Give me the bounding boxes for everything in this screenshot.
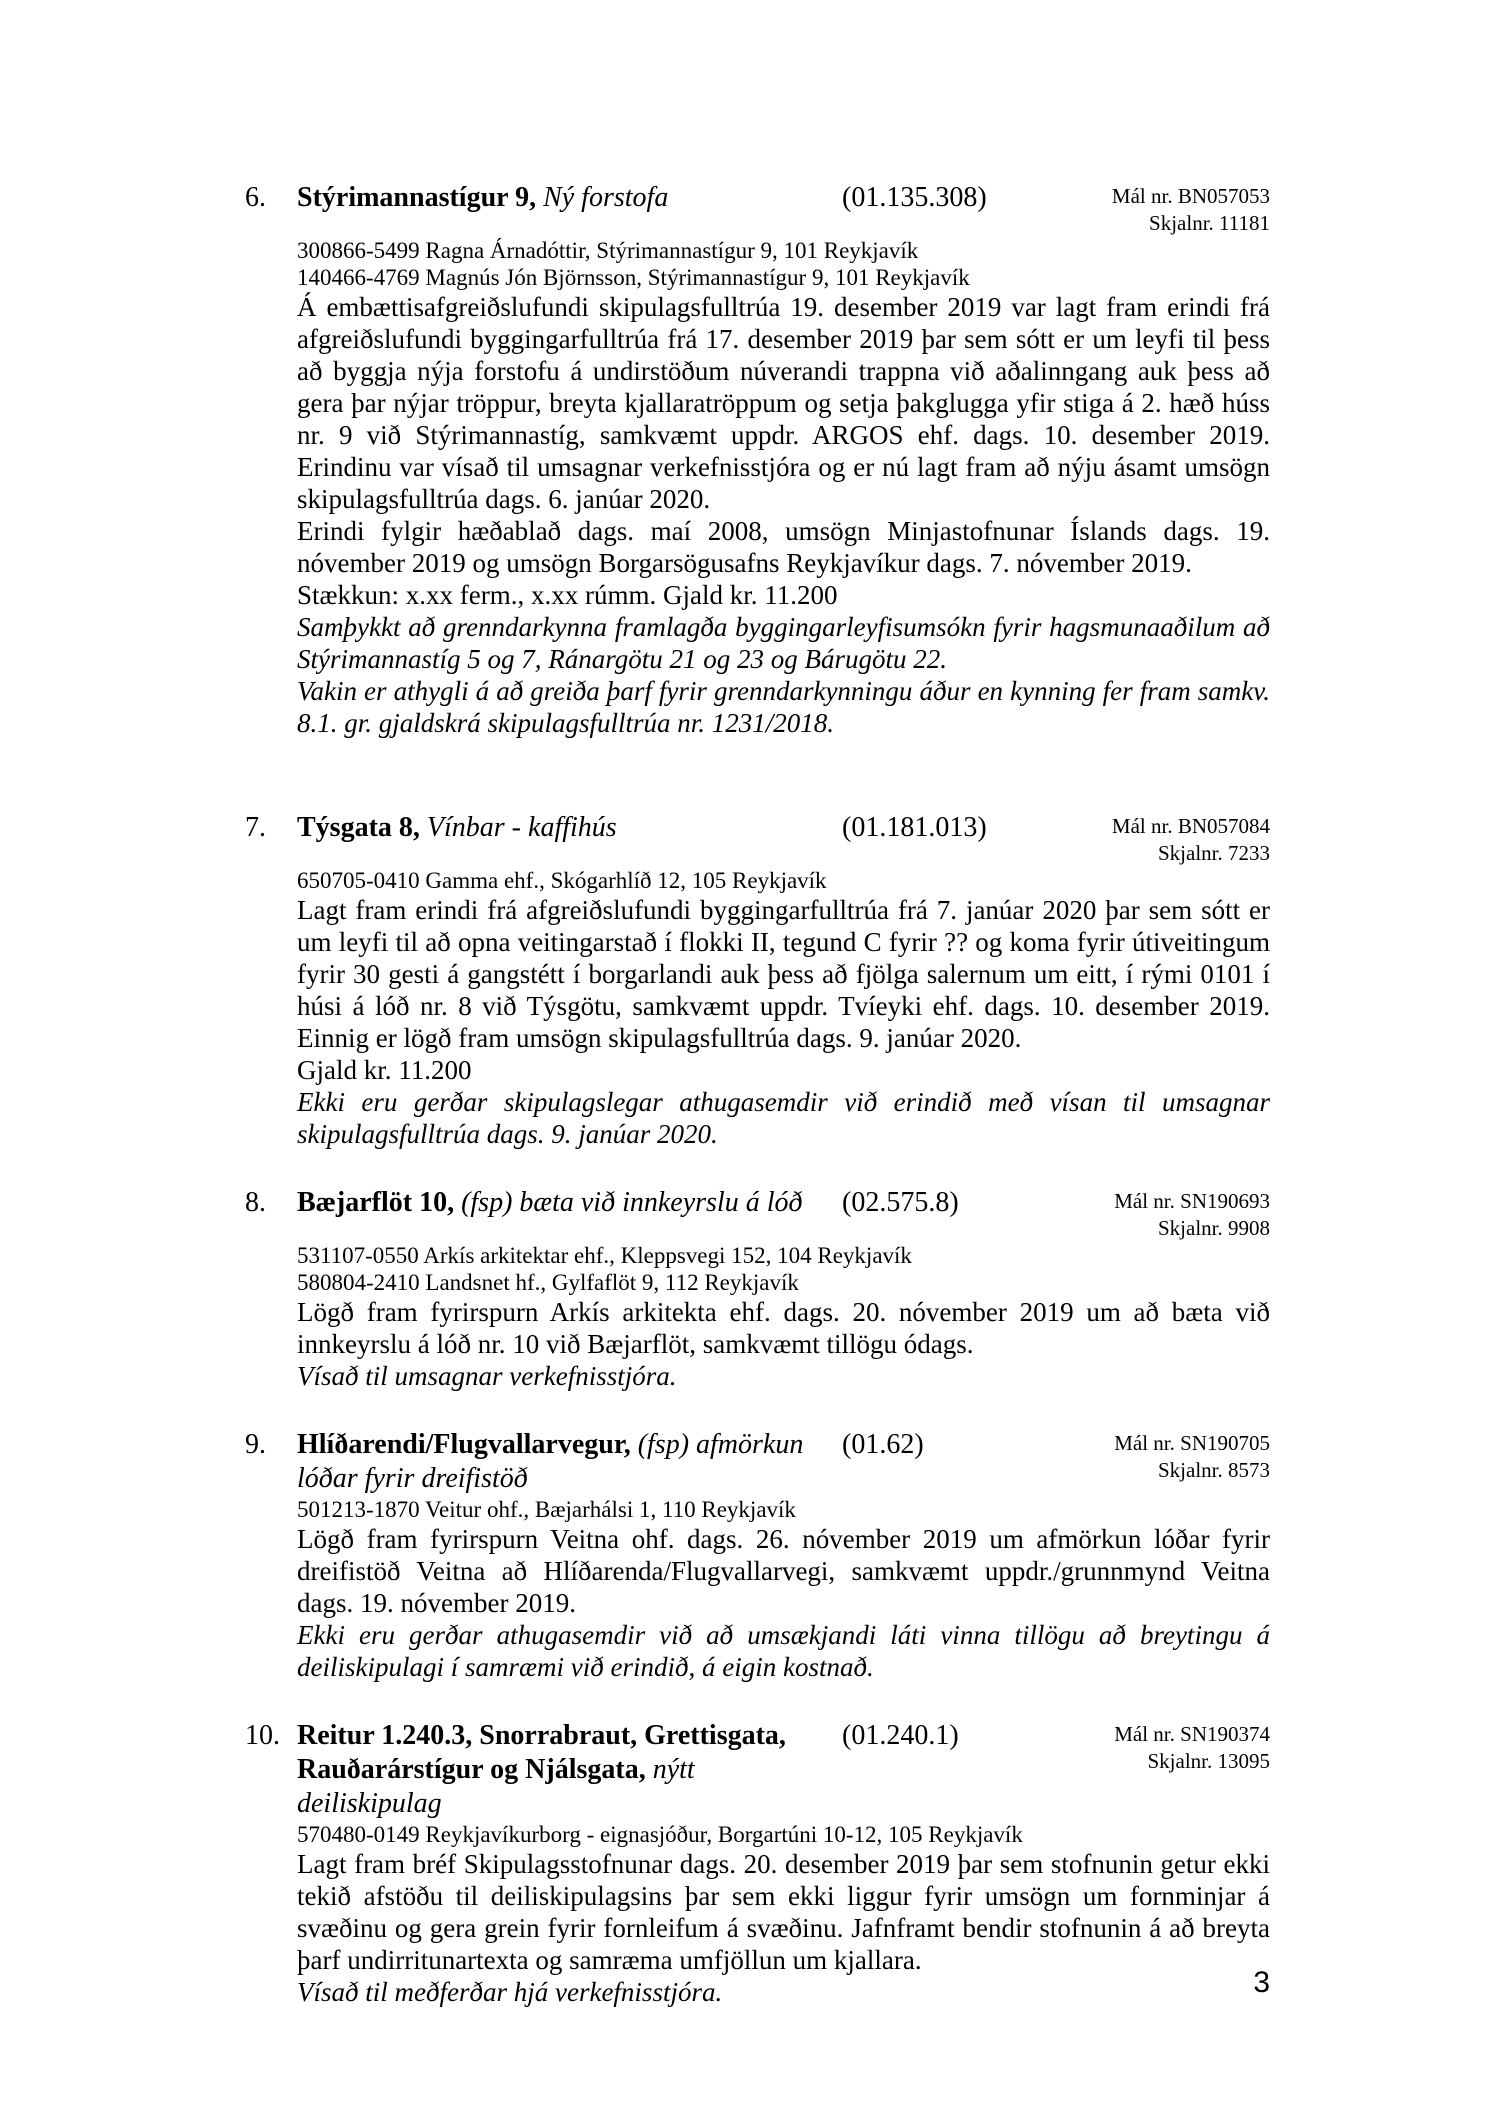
item-title-subject: Ný forstofa [543,182,669,213]
agenda-item [245,1428,1270,1683]
item-title-subject: (fsp) bæta við innkeyrslu á lóð [461,1187,803,1218]
case-description: Lagt fram erindi frá afgreiðslufundi byggingarfulltrúa frá 7. janúar 2020 þar sem sótt er um leyfi til að opna veitingarstað í flokki II, tegund C fyrir ?? og koma fyrir útiveitingum fyrir 30 gesti á gangstétt í borgarlandi auk þess að fjölga salernum um eitt, í rými 0101 í húsi á lóð nr. 8 við Týsgötu, samkvæmt uppdr. Tvíeyki ehf. dags. 10. desember 2019. Einnig er lögð fram umsögn skipulagsfulltrúa dags. 9. janúar 2020. [297,895,1270,1053]
applicant-address-line: 300866-5499 Ragna Árnadóttir, Stýrimannastígur 9, 101 Reykjavík [297,238,919,263]
item-title-street: Bæjarflöt 10, [297,1187,455,1218]
agenda-item [245,181,1270,739]
item-title [297,1428,842,1496]
case-description: Lögð fram fyrirspurn Veitna ohf. dags. 26. nóvember 2019 um afmörkun lóðar fyrir dreifistöð Veitna að Hlíðarenda/Flugvallarvegi, samkvæmt uppdr./grunnmynd Veitna dags. 19. nóvember 2019. [297,1524,1270,1618]
item-title [297,181,842,215]
item-title-subject: Vínbar - kaffihús [426,812,617,843]
applicant-address-line: 140466-4769 Magnús Jón Björnsson, Stýrimannastígur 9, 101 Reykjavík [297,265,970,290]
agenda-item-header [245,811,1270,867]
case-description: Lögð fram fyrirspurn Arkís arkitekta ehf. dags. 20. nóvember 2019 um að bæta við innkeyrslu á lóð nr. 10 við Bæjarflöt, samkvæmt tillögu ódags. [297,1297,1270,1359]
item-body [297,237,1270,739]
applicant-address-line: 501213-1870 Veitur ohf., Bæjarhálsi 1, 110 Reykjavík [297,1497,796,1522]
item-body [297,1496,1270,1683]
agenda-item-header [245,1719,1270,1821]
item-plot-code: (01.62) [842,1429,924,1460]
applicant-address-line: 531107-0550 Arkís arkitektar ehf., Kleppsvegi 152, 104 Reykjavík [297,1243,912,1268]
applicant-address-line: 650705-0410 Gamma ehf., Skógarhlíð 12, 105 Reykjavík [297,868,827,893]
decision-text: Samþykkt að grenndarkynna framlagða byggingarleyfisumsókn fyrir hagsmunaaðilum að Stýrimannastíg 5 og 7, Ránargötu 21 og 23 og Bárugötu 22. [297,612,1270,674]
case-number: Mál nr. BN057084 [1111,814,1270,838]
case-number: Mál nr. SN190374 [1114,1722,1270,1746]
item-case-refs [1032,811,1270,867]
item-body [297,867,1270,1150]
decision-text: Vísað til umsagnar verkefnisstjóra. [297,1361,677,1391]
case-description: Á embættisafgreiðslufundi skipulagsfulltrúa 19. desember 2019 var lagt fram erindi frá afgreiðslufundi byggingarfulltrúa frá 17. desember 2019 þar sem sótt er um leyfi til þess að byggja nýja forstofu á undirstöðum núverandi trappna við aðalinngang auk þess að gera þar nýjar tröppur, breyta kjallaratröppum og setja þakglugga yfir stiga á 2. hæð húss nr. 9 við Stýrimannastíg, samkvæmt uppdr. ARGOS ehf. dags. 10. desember 2019. Erindinu var vísað til umsagnar verkefnisstjóra og er nú lagt fram að nýju ásamt umsögn skipulagsfulltrúa dags. 6. janúar 2020. [297,292,1270,514]
agenda-items-root [245,181,1270,2008]
agenda-item-header [245,181,1270,237]
agenda-items-list [245,181,1270,2044]
item-plot-code: (02.575.8) [842,1187,959,1218]
applicant-address-line: 570480-0149 Reykjavíkurborg - eignasjóður, Borgartúni 10-12, 105 Reykjavík [297,1822,1023,1847]
item-body [297,1821,1270,2008]
decision-text: Ekki eru gerðar athugasemdir við að umsækjandi láti vinna tillögu að breytingu á deiliskipulagi í samræmi við erindið, á eigin kostnað. [297,1620,1270,1682]
agenda-item [245,811,1270,1150]
item-body [297,1242,1270,1392]
document-number: Skjalnr. 9908 [1157,1216,1270,1240]
page-number: 3 [1253,1966,1270,1999]
item-number: 9. [245,1429,266,1460]
item-title [297,811,842,845]
document-number: Skjalnr. 11181 [1149,211,1270,235]
case-description: Lagt fram bréf Skipulagsstofnunar dags. 20. desember 2019 þar sem stofnunin getur ekki tekið afstöðu til deiliskipulagsins þar sem ekki liggur fyrir umsögn um fornminjar á svæðinu og gera grein fyrir fornleifum á svæðinu. Jafnframt bendir stofnunin á að breyta þarf undirritunartexta og samræma umfjöllun um kjallara. [297,1849,1270,1975]
item-case-refs [1032,1186,1270,1242]
case-number: Mál nr. BN057053 [1111,184,1270,208]
item-title [297,1186,842,1220]
item-case-refs [1032,1428,1270,1484]
item-plot-code: (01.240.1) [842,1720,959,1751]
item-plot-code: (01.181.013) [842,812,987,843]
document-number: Skjalnr. 13095 [1147,1749,1270,1773]
decision-text: Vakin er athygli á að greiða þarf fyrir grenndarkynningu áður en kynning fer fram samkv. 8.1. gr. gjaldskrá skipulagsfulltrúa nr. 1231/2018. [297,676,1270,738]
case-number: Mál nr. SN190705 [1114,1431,1270,1455]
decision-text: Ekki eru gerðar skipulagslegar athugasemdir við erindið með vísan til umsagnar skipulagsfulltrúa dags. 9. janúar 2020. [297,1087,1270,1149]
case-description: Erindi fylgir hæðablað dags. maí 2008, umsögn Minjastofnunar Íslands dags. 19. nóvember 2019 og umsögn Borgarsögusafns Reykjavíkur dags. 7. nóvember 2019. [297,516,1270,578]
decision-text: Vísað til meðferðar hjá verkefnisstjóra. [297,1977,723,2007]
item-title-subject: nýtt deiliskipulag [297,1754,695,1819]
item-plot-code: (01.135.308) [842,182,987,213]
item-number: 8. [245,1187,266,1218]
item-title-street: Týsgata 8, [297,812,420,843]
case-number: Mál nr. SN190693 [1114,1189,1270,1213]
item-title-subject: (fsp) afmörkun lóðar fyrir dreifistöð [297,1429,804,1494]
agenda-item [245,1186,1270,1392]
item-number: 7. [245,812,266,843]
item-title-street: Stýrimannastígur 9, [297,182,537,213]
applicant-address-line: 580804-2410 Landsnet hf., Gylfaflöt 9, 112 Reykjavík [297,1270,799,1295]
agenda-item [245,1719,1270,2008]
item-title-street: Reitur 1.240.3, Snorrabraut, Grettisgata, Rauðarárstígur og Njálsgata, [297,1720,786,1785]
item-number: 6. [245,182,266,213]
item-case-refs [1032,181,1270,237]
document-number: Skjalnr. 7233 [1157,841,1270,865]
item-case-refs [1032,1719,1270,1775]
case-description: Stækkun: x.xx ferm., x.xx rúmm. Gjald kr. 11.200 [297,580,838,610]
item-title [297,1719,842,1821]
agenda-item-header [245,1186,1270,1242]
item-title-street: Hlíðarendi/Flugvallarvegur, [297,1429,631,1460]
case-description: Gjald kr. 11.200 [297,1055,472,1085]
document-number: Skjalnr. 8573 [1157,1458,1270,1482]
item-number: 10. [245,1720,280,1751]
agenda-item-header [245,1428,1270,1496]
